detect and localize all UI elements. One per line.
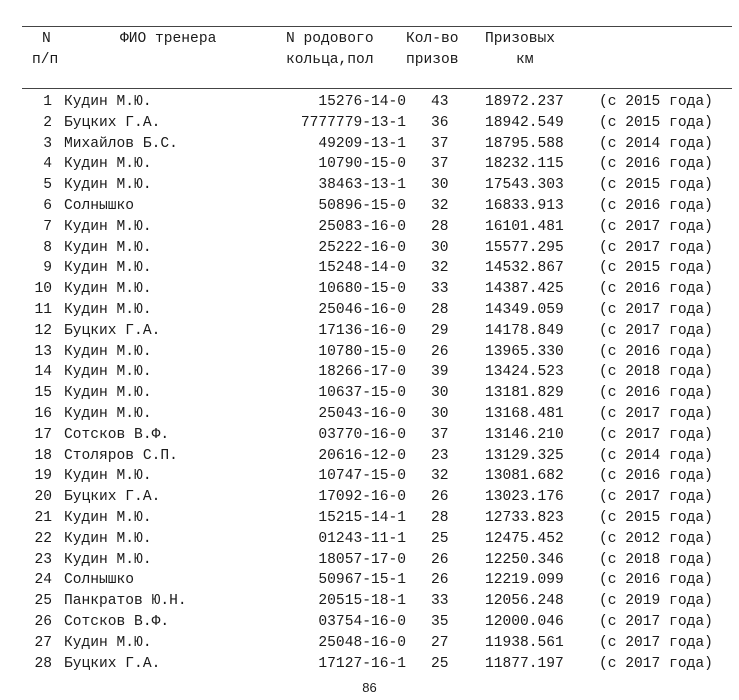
trainer-name: Кудин М.Ю. <box>64 239 152 256</box>
table-row <box>0 154 739 175</box>
ring-number: 03770-16-0 <box>318 426 406 443</box>
since-year: (с 2019 года) <box>599 593 713 610</box>
table-row <box>0 92 739 113</box>
table-row <box>0 446 739 467</box>
row-number: 18 <box>34 447 52 464</box>
trainer-name: Кудин М.Ю. <box>64 634 152 651</box>
trainer-name: Панкратов Ю.Н. <box>64 593 187 610</box>
ring-number: 49209-13-1 <box>318 135 406 152</box>
trainer-name: Буцких Г.А. <box>64 114 161 131</box>
ring-number: 17092-16-0 <box>318 489 406 506</box>
ring-number: 38463-13-1 <box>318 177 406 194</box>
since-year: (с 2015 года) <box>599 177 713 194</box>
prize-count: 26 <box>431 551 449 568</box>
trainer-name: Солнышко <box>64 198 135 214</box>
prize-km: 12219.099 <box>485 572 564 589</box>
prize-count: 30 <box>431 239 449 256</box>
header-count-line1: Кол-во <box>406 31 459 47</box>
table-row <box>0 466 739 487</box>
row-number: 12 <box>34 322 52 339</box>
table-row <box>0 591 739 612</box>
prize-km: 14532.867 <box>485 260 564 277</box>
prize-km: 12000.046 <box>485 614 564 630</box>
row-number: 11 <box>34 302 52 318</box>
since-year: (с 2018 года) <box>599 551 713 568</box>
prize-km: 13081.682 <box>485 468 564 485</box>
trainer-name: Буцких Г.А. <box>64 489 161 506</box>
since-year: (с 2017 года) <box>599 239 713 256</box>
prize-count: 25 <box>431 655 449 672</box>
table-row <box>0 321 739 342</box>
since-year: (с 2015 года) <box>599 94 713 110</box>
trainer-name: Кудин М.Ю. <box>64 302 152 318</box>
prize-km: 12733.823 <box>485 510 564 526</box>
row-number: 22 <box>34 530 52 547</box>
row-number: 10 <box>34 281 52 298</box>
prize-km: 11877.197 <box>485 655 564 672</box>
row-number: 24 <box>34 572 52 589</box>
ring-number: 10747-15-0 <box>318 468 406 485</box>
prize-km: 18972.237 <box>485 94 564 110</box>
trainer-name: Кудин М.Ю. <box>64 530 152 547</box>
prize-km: 14387.425 <box>485 281 564 298</box>
trainer-name: Сотсков В.Ф. <box>64 426 170 443</box>
ring-number: 10790-15-0 <box>318 156 406 173</box>
row-number: 20 <box>34 489 52 506</box>
since-year: (с 2017 года) <box>599 489 713 506</box>
row-number: 28 <box>34 655 52 672</box>
header-num-line2: п/п <box>32 52 59 68</box>
prize-count: 26 <box>431 343 449 360</box>
header-km-line2: км <box>516 52 534 68</box>
table-row <box>0 134 739 155</box>
ring-number: 7777779-13-1 <box>300 114 406 131</box>
prize-count: 39 <box>431 364 449 381</box>
since-year: (с 2016 года) <box>599 343 713 360</box>
trainer-name: Кудин М.Ю. <box>64 468 152 485</box>
row-number: 7 <box>43 218 52 235</box>
prize-km: 16833.913 <box>485 198 564 214</box>
ring-number: 25043-16-0 <box>318 406 406 422</box>
row-number: 17 <box>34 426 52 443</box>
ring-number: 25046-16-0 <box>318 302 406 318</box>
ring-number: 10637-15-0 <box>318 385 406 402</box>
table-row <box>0 654 739 675</box>
prize-count: 26 <box>431 572 449 589</box>
trainer-name: Кудин М.Ю. <box>64 385 152 402</box>
since-year: (с 2014 года) <box>599 135 713 152</box>
prize-km: 13129.325 <box>485 447 564 464</box>
prize-km: 15577.295 <box>485 239 564 256</box>
prize-count: 28 <box>431 302 449 318</box>
header-count-line2: призов <box>406 52 459 68</box>
table-row <box>0 238 739 259</box>
prize-km: 18232.115 <box>485 156 564 173</box>
header-ring-line2: кольца,пол <box>286 52 374 68</box>
row-number: 26 <box>34 614 52 630</box>
prize-count: 27 <box>431 634 449 651</box>
ring-number: 15215-14-1 <box>318 510 406 526</box>
trainer-name: Буцких Г.А. <box>64 655 161 672</box>
prize-count: 32 <box>431 468 449 485</box>
ring-number: 25083-16-0 <box>318 218 406 235</box>
since-year: (с 2016 года) <box>599 385 713 402</box>
prize-count: 30 <box>431 177 449 194</box>
prize-km: 14178.849 <box>485 322 564 339</box>
since-year: (с 2017 года) <box>599 655 713 672</box>
ring-number: 01243-11-1 <box>318 530 406 547</box>
row-number: 9 <box>43 260 52 277</box>
prize-count: 25 <box>431 530 449 547</box>
prize-count: 33 <box>431 593 449 610</box>
since-year: (с 2016 года) <box>599 281 713 298</box>
prize-count: 43 <box>431 94 449 110</box>
since-year: (с 2017 года) <box>599 426 713 443</box>
ring-number: 50896-15-0 <box>318 198 406 214</box>
since-year: (с 2012 года) <box>599 530 713 547</box>
ring-number: 17136-16-0 <box>318 322 406 339</box>
trainer-name: Кудин М.Ю. <box>64 218 152 235</box>
trainer-name: Сотсков В.Ф. <box>64 614 170 630</box>
trainer-name: Кудин М.Ю. <box>64 177 152 194</box>
row-number: 25 <box>34 593 52 610</box>
trainer-name: Кудин М.Ю. <box>64 551 152 568</box>
ring-number: 50967-15-1 <box>318 572 406 589</box>
table-row <box>0 425 739 446</box>
prize-count: 33 <box>431 281 449 298</box>
trainer-name: Буцких Г.А. <box>64 322 161 339</box>
table-row <box>0 196 739 217</box>
since-year: (с 2017 года) <box>599 614 713 630</box>
table-row <box>0 217 739 238</box>
prize-km: 18795.588 <box>485 135 564 152</box>
prize-km: 13424.523 <box>485 364 564 381</box>
table-row <box>0 279 739 300</box>
prize-km: 13023.176 <box>485 489 564 506</box>
table-row <box>0 175 739 196</box>
since-year: (с 2016 года) <box>599 468 713 485</box>
row-number: 13 <box>34 343 52 360</box>
header-km-line1: Призовых <box>485 31 556 47</box>
trainer-name: Кудин М.Ю. <box>64 510 152 526</box>
row-number: 5 <box>43 177 52 194</box>
prize-count: 37 <box>431 135 449 152</box>
prize-count: 37 <box>431 426 449 443</box>
table-row <box>0 612 739 633</box>
since-year: (с 2015 года) <box>599 510 713 526</box>
since-year: (с 2017 года) <box>599 218 713 235</box>
prize-km: 16101.481 <box>485 218 564 235</box>
since-year: (с 2017 года) <box>599 406 713 422</box>
prize-km: 13181.829 <box>485 385 564 402</box>
prize-count: 35 <box>431 614 449 630</box>
row-number: 2 <box>43 114 52 131</box>
table-row <box>0 383 739 404</box>
table-row <box>0 362 739 383</box>
trainer-name: Михайлов Б.С. <box>64 135 178 152</box>
ring-number: 18057-17-0 <box>318 551 406 568</box>
table-row <box>0 404 739 425</box>
prize-km: 18942.549 <box>485 114 564 131</box>
trainer-name: Кудин М.Ю. <box>64 343 152 360</box>
since-year: (с 2017 года) <box>599 634 713 651</box>
ring-number: 03754-16-0 <box>318 614 406 630</box>
since-year: (с 2018 года) <box>599 364 713 381</box>
prize-km: 13965.330 <box>485 343 564 360</box>
ring-number: 17127-16-1 <box>318 655 406 672</box>
trainer-name: Столяров С.П. <box>64 447 178 464</box>
header-trainer-name: ФИО тренера <box>120 31 217 47</box>
prize-km: 17543.303 <box>485 177 564 194</box>
prize-count: 37 <box>431 156 449 173</box>
row-number: 19 <box>34 468 52 485</box>
table-row <box>0 570 739 591</box>
prize-km: 14349.059 <box>485 302 564 318</box>
since-year: (с 2015 года) <box>599 260 713 277</box>
table-row <box>0 529 739 550</box>
prize-km: 11938.561 <box>485 634 564 651</box>
page-number: 86 <box>362 680 377 695</box>
row-number: 14 <box>34 364 52 381</box>
table-row <box>0 300 739 321</box>
ring-number: 20515-18-1 <box>318 593 406 610</box>
trainer-name: Кудин М.Ю. <box>64 94 152 110</box>
ring-number: 15248-14-0 <box>318 260 406 277</box>
prize-count: 29 <box>431 322 449 339</box>
trainer-name: Кудин М.Ю. <box>64 260 152 277</box>
prize-count: 28 <box>431 218 449 235</box>
prize-count: 30 <box>431 385 449 402</box>
prize-count: 36 <box>431 114 449 131</box>
since-year: (с 2014 года) <box>599 447 713 464</box>
prize-km: 13168.481 <box>485 406 564 422</box>
row-number: 15 <box>34 385 52 402</box>
table-row <box>0 550 739 571</box>
row-number: 23 <box>34 551 52 568</box>
prize-km: 12056.248 <box>485 593 564 610</box>
table-row <box>0 113 739 134</box>
trainer-name: Солнышко <box>64 572 135 589</box>
prize-count: 32 <box>431 198 449 214</box>
header-ring-line1: N родового <box>286 31 374 47</box>
since-year: (с 2016 года) <box>599 156 713 173</box>
row-number: 6 <box>43 198 52 214</box>
top-rule <box>22 26 732 27</box>
since-year: (с 2016 года) <box>599 198 713 214</box>
since-year: (с 2017 года) <box>599 302 713 318</box>
row-number: 4 <box>43 156 52 173</box>
table-row <box>0 633 739 654</box>
prize-count: 23 <box>431 447 449 464</box>
prize-count: 26 <box>431 489 449 506</box>
since-year: (с 2015 года) <box>599 114 713 131</box>
row-number: 21 <box>34 510 52 526</box>
table-row <box>0 258 739 279</box>
row-number: 8 <box>43 239 52 256</box>
ring-number: 25222-16-0 <box>318 239 406 256</box>
prize-count: 32 <box>431 260 449 277</box>
trainer-name: Кудин М.Ю. <box>64 406 152 422</box>
prize-count: 28 <box>431 510 449 526</box>
table-row <box>0 508 739 529</box>
prize-km: 12250.346 <box>485 551 564 568</box>
trainer-name: Кудин М.Ю. <box>64 364 152 381</box>
row-number: 27 <box>34 634 52 651</box>
trainer-name: Кудин М.Ю. <box>64 156 152 173</box>
prize-km: 13146.210 <box>485 426 564 443</box>
prize-km: 12475.452 <box>485 530 564 547</box>
row-number: 16 <box>34 406 52 422</box>
prize-count: 30 <box>431 406 449 422</box>
table-row <box>0 342 739 363</box>
since-year: (с 2016 года) <box>599 572 713 589</box>
row-number: 3 <box>43 135 52 152</box>
row-number: 1 <box>43 94 52 110</box>
ring-number: 10680-15-0 <box>318 281 406 298</box>
ring-number: 20616-12-0 <box>318 447 406 464</box>
trainer-name: Кудин М.Ю. <box>64 281 152 298</box>
since-year: (с 2017 года) <box>599 322 713 339</box>
table-row <box>0 487 739 508</box>
header-num-line1: N <box>42 31 51 47</box>
ring-number: 10780-15-0 <box>318 343 406 360</box>
ring-number: 15276-14-0 <box>318 94 406 110</box>
header-bottom-rule <box>22 88 732 89</box>
ring-number: 18266-17-0 <box>318 364 406 381</box>
ring-number: 25048-16-0 <box>318 634 406 651</box>
